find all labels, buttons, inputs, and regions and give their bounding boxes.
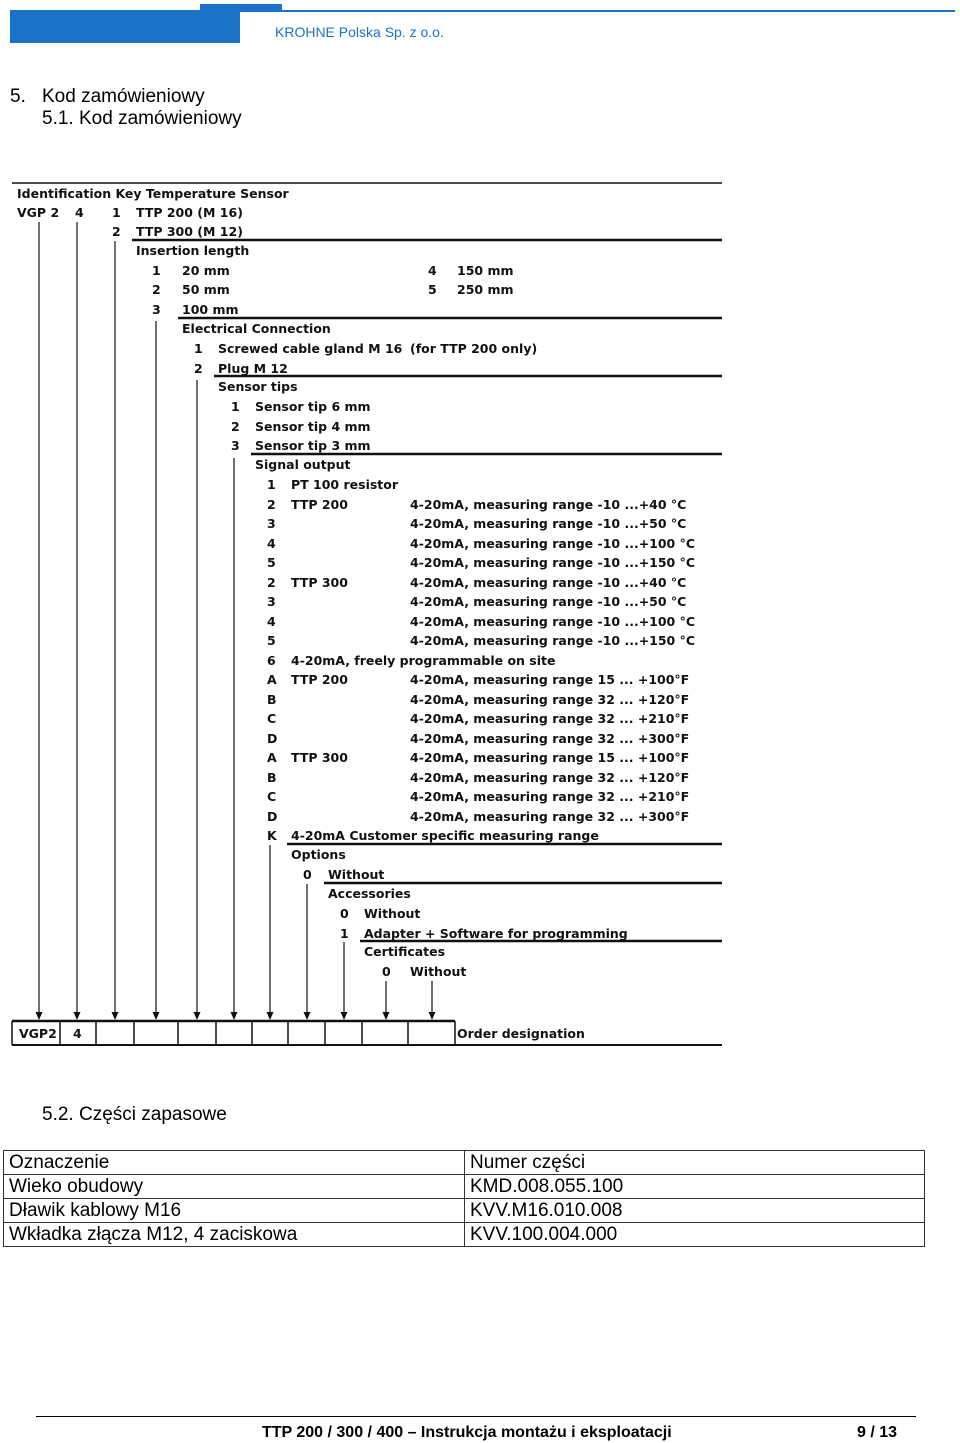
arrow-head [153,1012,160,1020]
identification-key-diagram [0,175,730,1055]
tip-label: Sensor tip 4 mm [255,419,371,434]
signal-code: K [267,828,277,843]
signal-code: D [267,808,278,824]
insertion-heading: Insertion length [136,243,250,258]
arrow-head [194,1012,201,1020]
company-name: KROHNE Polska Sp. z o.o. [275,24,444,40]
tip-code: 1 [231,399,240,414]
arrow-head [429,1012,436,1020]
signal-range: 4-20mA, measuring range -10 ...+150 °C [410,555,696,570]
electrical-code: 2 [194,361,203,376]
arrow-head [112,1012,119,1020]
part-name: Dławik kablowy M16 [4,1199,465,1223]
accessory-label: Without [364,906,421,921]
page-number: 9 / 13 [857,1424,898,1441]
header-cell: Numer części [465,1151,925,1175]
options-label: Without [328,867,385,882]
insertion-code: 4 [428,263,437,278]
accessory-code: 0 [340,906,349,921]
electrical-heading: Electrical Connection [182,321,331,336]
electrical-label: Screwed cable gland M 16 [218,341,403,356]
certificate-label: Without [410,964,467,979]
signal-device: TTP 200 [291,672,348,687]
electrical-note: (for TTP 200 only) [410,341,538,356]
signal-range: 4-20mA, measuring range 32 ... +300°F [410,808,690,824]
signal-range: 4-20mA, measuring range 32 ... +120°F [410,691,690,707]
header-cell: Oznaczenie [4,1151,465,1175]
signal-code: A [267,672,277,687]
signal-code: 2 [267,574,276,590]
table-header-row [4,1151,925,1175]
signal-code: 2 [267,496,276,512]
prefix-code: VGP 2 [17,205,60,220]
signal-code: 3 [267,594,276,609]
insertion-label: 20 mm [182,263,230,278]
section-heading: 5. Kod zamówieniowy [10,86,205,107]
spare-parts-table [3,1150,925,1247]
signal-code: 3 [267,516,276,531]
electrical-code: 1 [194,341,203,356]
signal-range: 4-20mA, measuring range 15 ... +100°F [410,672,690,687]
order-box-prefix: VGP2 [19,1026,57,1041]
diagram-title: Identification Key Temperature Sensor [17,186,289,201]
signal-range: 4-20mA, measuring range -10 ...+150 °C [410,633,696,648]
part-number: KMD.008.055.100 [465,1175,925,1199]
arrow-head [383,1012,390,1020]
signal-range: 4-20mA, measuring range 32 ... +210°F [410,711,690,726]
tip-label: Sensor tip 6 mm [255,399,371,414]
tip-code: 3 [231,438,240,453]
signal-code: 5 [267,633,276,648]
signal-code: 5 [267,555,276,570]
certificate-code: 0 [382,964,391,979]
accessory-label: Adapter + Software for programming [364,926,628,941]
signal-device: 4-20mA, freely programmable on site [291,652,556,668]
signal-code: 6 [267,652,276,668]
signal-code: C [267,711,277,726]
insertion-label: 150 mm [457,263,514,278]
certificates-heading: Certificates [364,944,446,959]
type-label: TTP 200 (M 16) [136,205,243,220]
signal-range: 4-20mA, measuring range 15 ... +100°F [410,750,690,765]
part-name: Wkładka złącza M12, 4 zaciskowa [4,1223,465,1247]
signal-code: D [267,730,278,746]
signal-device: 4-20mA Customer specific measuring range [291,828,599,843]
subsection-heading-2: 5.2. Części zapasowe [42,1104,227,1125]
insertion-code: 5 [428,282,437,297]
arrow-head [304,1012,311,1020]
options-heading: Options [291,847,346,862]
signal-device: TTP 200 [291,496,348,512]
arrow-head [36,1012,43,1020]
header-bar [10,10,240,43]
signal-device: TTP 300 [291,574,348,590]
accessories-heading: Accessories [328,886,411,901]
signal-range: 4-20mA, measuring range -10 ...+100 °C [410,535,696,551]
footer-rule [36,1416,916,1417]
electrical-label: Plug M 12 [218,361,288,376]
signal-code: B [267,691,277,707]
insertion-code: 3 [152,302,161,317]
type-code: 1 [112,205,121,220]
table-row [4,1223,925,1247]
signal-range: 4-20mA, measuring range -10 ...+40 °C [410,496,687,512]
signal-range: 4-20mA, measuring range 32 ... +120°F [410,769,690,785]
signal-code: A [267,750,277,765]
signal-code: B [267,769,277,785]
insertion-label: 100 mm [182,302,239,317]
signal-code: C [267,789,277,804]
signal-code: 4 [267,535,276,551]
table-row [4,1175,925,1199]
signal-range: 4-20mA, measuring range -10 ...+50 °C [410,516,687,531]
signal-range: 4-20mA, measuring range -10 ...+50 °C [410,594,687,609]
part-number: KVV.M16.010.008 [465,1199,925,1223]
signal-range: 4-20mA, measuring range -10 ...+40 °C [410,574,687,590]
signal-code: 4 [267,613,276,629]
footer-doc-title: TTP 200 / 300 / 400 – Instrukcja montażu i eksploatacji [262,1424,672,1441]
order-box-digit: 4 [73,1026,82,1041]
signal-code: 1 [267,477,276,492]
header-rule [240,10,955,12]
signal-heading: Signal output [255,457,351,472]
part-name: Wieko obudowy [4,1175,465,1199]
tip-label: Sensor tip 3 mm [255,438,371,453]
insertion-code: 2 [152,282,161,297]
order-designation-label: Order designation [457,1026,585,1041]
insertion-code: 1 [152,263,161,278]
arrow-head [231,1012,238,1020]
insertion-label: 250 mm [457,282,514,297]
signal-range: 4-20mA, measuring range 32 ... +210°F [410,789,690,804]
insertion-label: 50 mm [182,282,230,297]
table-row [4,1199,925,1223]
arrow-head [74,1012,81,1020]
signal-range: 4-20mA, measuring range 32 ... +300°F [410,730,690,746]
prefix-digit: 4 [75,205,84,220]
accessory-code: 1 [340,926,349,941]
type-label: TTP 300 (M 12) [136,224,243,239]
part-number: KVV.100.004.000 [465,1223,925,1247]
options-code: 0 [303,867,312,882]
signal-device: PT 100 resistor [291,477,399,492]
arrow-head [267,1012,274,1020]
signal-range: 4-20mA, measuring range -10 ...+100 °C [410,613,696,629]
tip-code: 2 [231,419,240,434]
subsection-heading-1: 5.1. Kod zamówieniowy [42,108,242,129]
tips-heading: Sensor tips [218,379,298,394]
type-code: 2 [112,224,121,239]
arrow-head [341,1012,348,1020]
signal-device: TTP 300 [291,750,348,765]
